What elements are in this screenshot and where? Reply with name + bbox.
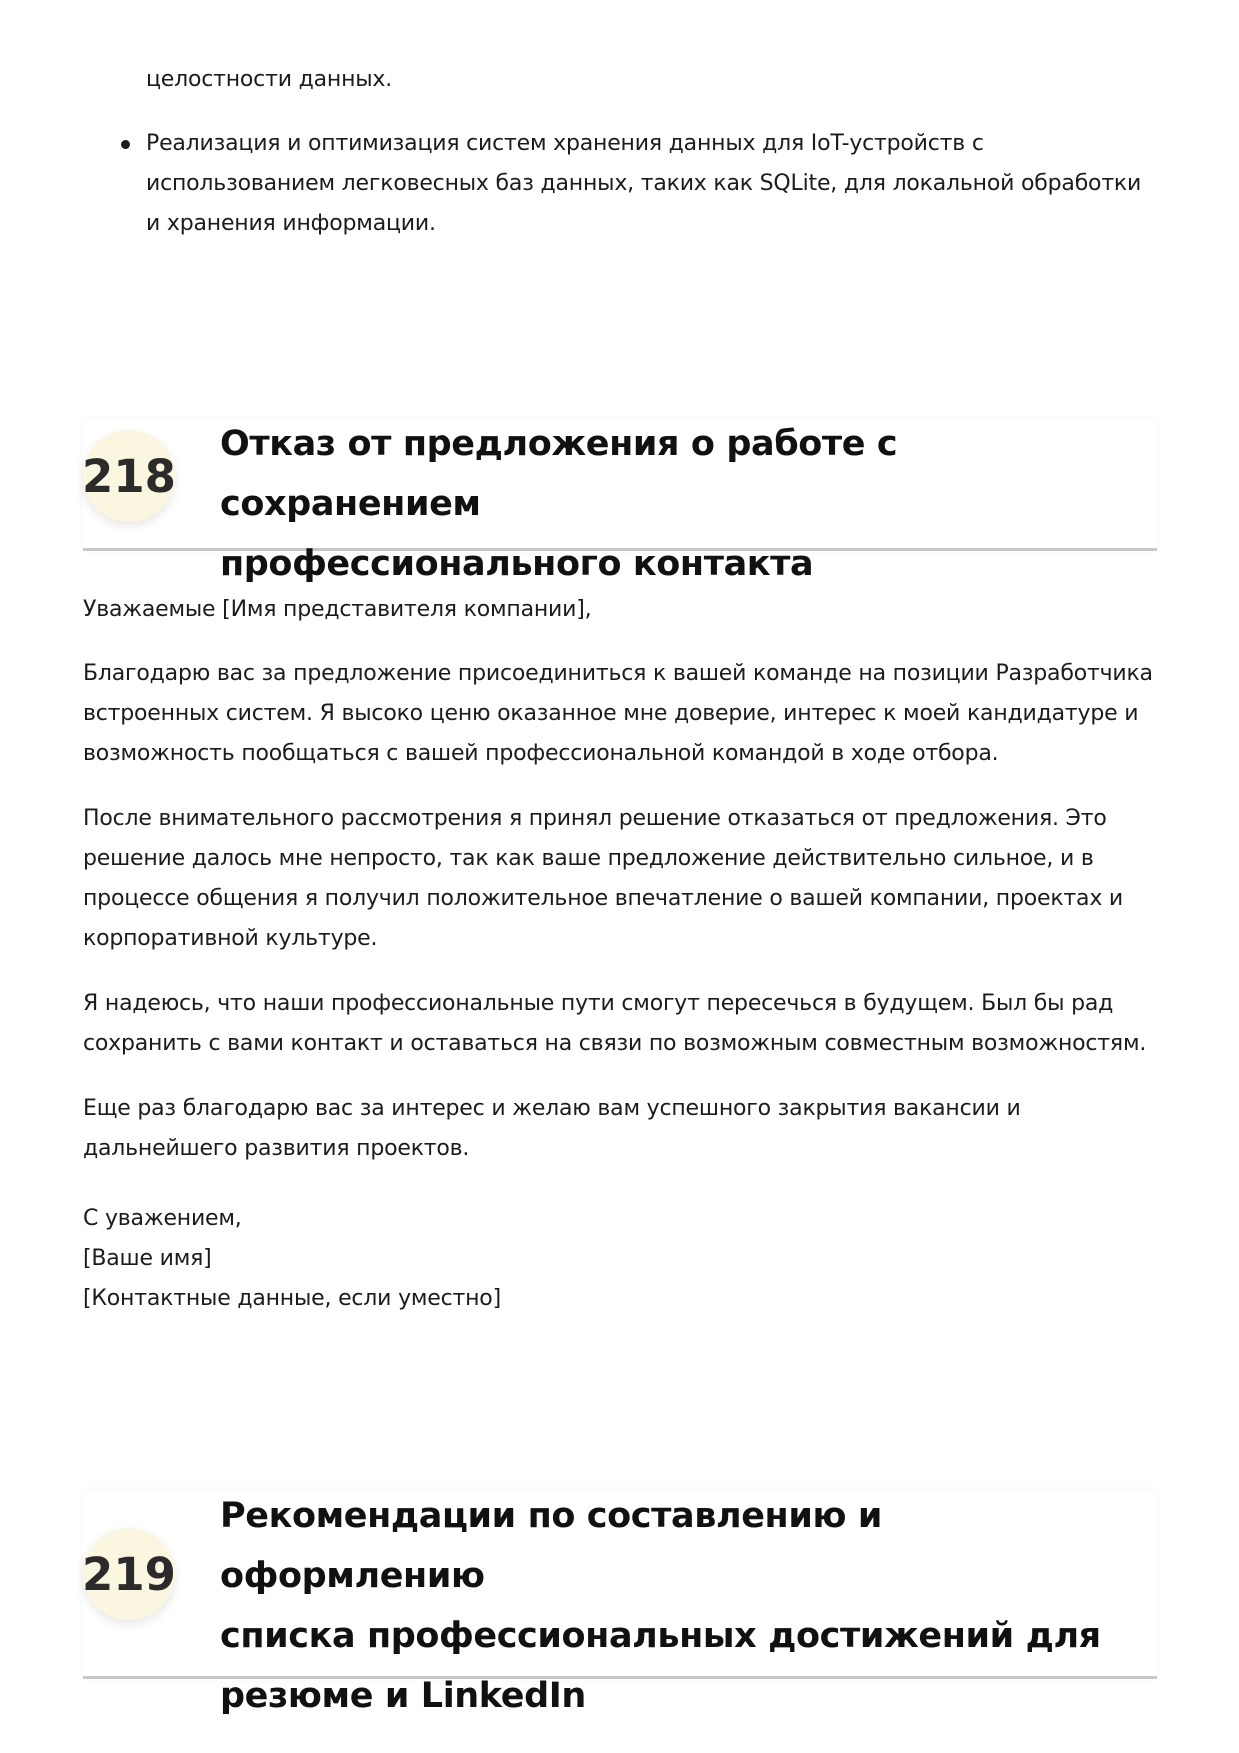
section-number-badge: 218: [83, 430, 175, 522]
signature-closing: С уважением,: [83, 1206, 242, 1231]
list-item: [146, 124, 1156, 244]
letter-paragraph: Я надеюсь, что наши профессиональные пути смогут пересечься в будущем. Был бы рад сохранить с вами контакт и оставаться на связи по возможным совместным возможностям.: [83, 991, 1147, 1056]
list-continuation-text: целостности данных.: [146, 67, 393, 92]
section-title: [220, 1486, 1150, 1726]
section-title-line: списка профессиональных достижений для: [220, 1616, 1101, 1656]
signature-name: [Ваше имя]: [83, 1246, 212, 1271]
list-item-text: Реализация и оптимизация систем хранения данных для IoT-устройств с использованием легковесных баз данных, таких как SQLite, для локальной обработки и хранения информации.: [146, 131, 1142, 236]
bullet-list: [146, 124, 1156, 244]
section-title-line: Рекомендации по составлению и оформлению: [220, 1496, 882, 1596]
letter-paragraph: После внимательного рассмотрения я принял решение отказаться от предложения. Это решение далось мне непросто, так как ваше предложение действительно сильное, и в процессе общения я получил положительное впечатление о вашей компании, проектах и корпоративной культуре.: [83, 806, 1124, 951]
section-title-line: Отказ от предложения о работе с сохранением: [220, 424, 898, 524]
section-title-line: профессионального контакта: [220, 544, 814, 584]
letter-greeting: Уважаемые [Имя представителя компании],: [83, 597, 592, 622]
section-title-line: резюме и LinkedIn: [220, 1676, 586, 1716]
letter-body: [83, 590, 1157, 1319]
letter-paragraph: Еще раз благодарю вас за интерес и желаю вам успешного закрытия вакансии и дальнейшего развития проектов.: [83, 1096, 1021, 1161]
signature-contacts: [Контактные данные, если уместно]: [83, 1286, 501, 1311]
section-header-219: [82, 1490, 1157, 1716]
section-header-218: [82, 420, 1157, 584]
letter-paragraph: Благодарю вас за предложение присоединиться к вашей команде на позиции Разработчика встроенных систем. Я высоко ценю оказанное мне доверие, интерес к моей кандидатуре и возможность пообщаться с вашей профессиональной командой в ходе отбора.: [83, 661, 1153, 766]
bullet-dot-icon: [121, 140, 130, 149]
letter-signature: [83, 1199, 1157, 1319]
section-title: [220, 414, 1150, 594]
section-number-badge: 219: [83, 1528, 175, 1620]
